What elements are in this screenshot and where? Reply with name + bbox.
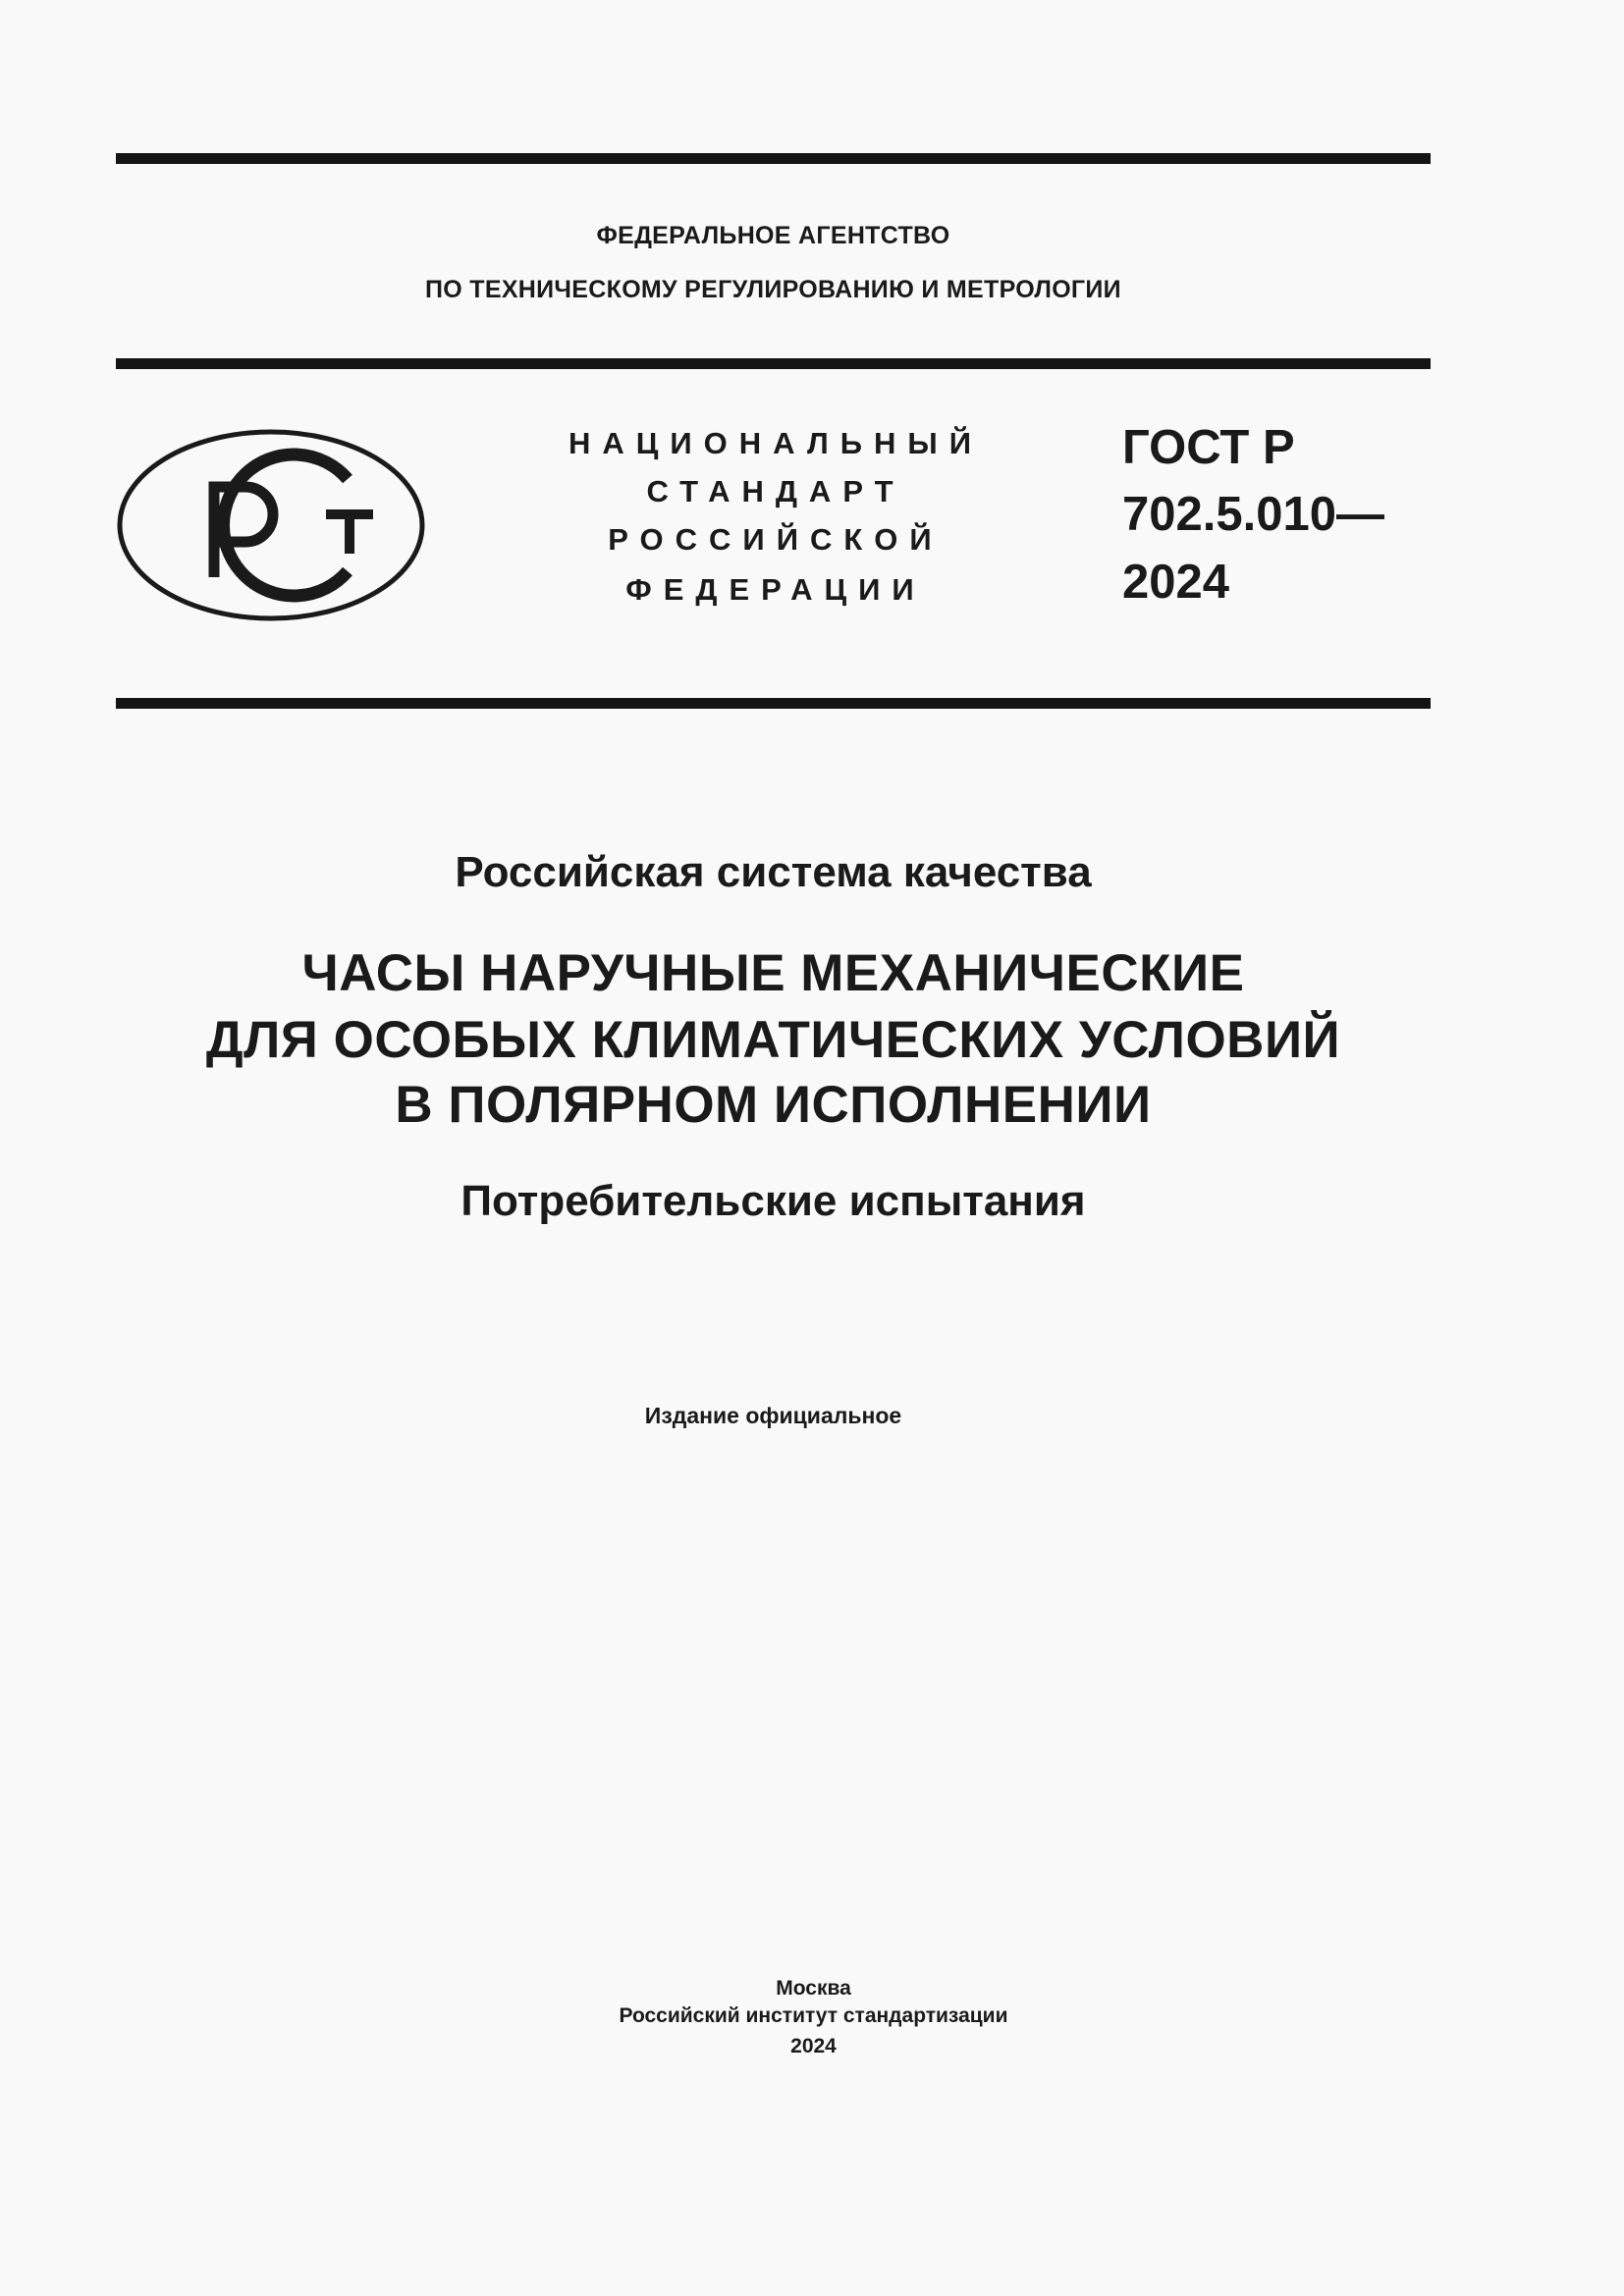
- imprint-year: 2024: [790, 2035, 837, 2057]
- main-title-line-1: ЧАСЫ НАРУЧНЫЕ МЕХАНИЧЕСКИЕ: [301, 944, 1245, 1002]
- gost-r-certification-mark-icon: [116, 428, 426, 622]
- agency-name-line-1: ФЕДЕРАЛЬНОЕ АГЕНТСТВО: [596, 222, 950, 249]
- standard-designation-line-1: ГОСТ Р: [1122, 421, 1295, 474]
- main-title-line-3: В ПОЛЯРНОМ ИСПОЛНЕНИИ: [395, 1076, 1152, 1134]
- document-subtitle: Потребительские испытания: [460, 1177, 1086, 1225]
- agency-name-line-2: ПО ТЕХНИЧЕСКОМУ РЕГУЛИРОВАНИЮ И МЕТРОЛОГИИ: [425, 276, 1121, 303]
- series-title: Российская система качества: [455, 848, 1092, 896]
- standard-designation-line-2: 702.5.010—: [1122, 488, 1384, 541]
- imprint-city: Москва: [776, 1977, 851, 2000]
- header-bottom-rule: [116, 698, 1431, 709]
- top-rule: [116, 153, 1431, 164]
- national-standard-line-4: ФЕДЕРАЦИИ: [625, 572, 926, 607]
- standard-designation-line-3: 2024: [1122, 556, 1230, 609]
- main-title-line-2: ДЛЯ ОСОБЫХ КЛИМАТИЧЕСКИХ УСЛОВИЙ: [205, 1011, 1341, 1069]
- national-standard-line-1: НАЦИОНАЛЬНЫЙ: [568, 426, 984, 460]
- header-rule: [116, 358, 1431, 369]
- national-standard-line-2: СТАНДАРТ: [646, 474, 905, 508]
- imprint-publisher: Российский институт стандартизации: [619, 2004, 1008, 2027]
- edition-note: Издание официальное: [644, 1403, 902, 1428]
- national-standard-line-3: РОССИЙСКОЙ: [608, 522, 944, 557]
